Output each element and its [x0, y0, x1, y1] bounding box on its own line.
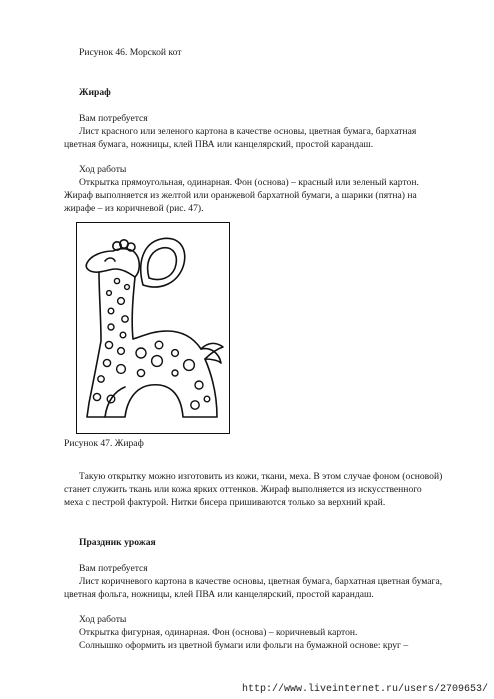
giraffe-ear	[141, 238, 185, 287]
giraffe-eye	[105, 258, 115, 261]
figure-47-caption: Рисунок 47. Жираф	[64, 438, 144, 449]
giraffe-spot	[184, 360, 195, 371]
giraffe-spot	[204, 396, 210, 402]
giraffe-spot	[108, 324, 114, 330]
giraffe-spot	[107, 291, 112, 296]
giraffe-spot	[155, 341, 163, 349]
giraffe-spot	[93, 393, 100, 400]
section-heading-giraffe: Жираф	[79, 87, 111, 98]
giraffe-spot	[98, 376, 104, 382]
giraffe-drawing	[77, 223, 228, 432]
giraffe-spot	[117, 365, 126, 374]
giraffe-spot	[114, 278, 119, 283]
giraffe-spot	[195, 381, 203, 389]
steps-line: Открытка фигурная, одинарная. Фон (основа) – коричневый картон.	[79, 627, 358, 638]
extra-line: Такую открытку можно изготовить из кожи, ткани, меха. В этом случае фоном (основой)	[79, 471, 443, 482]
giraffe-spot	[122, 316, 128, 322]
giraffe-spot	[118, 348, 125, 355]
giraffe-spot	[103, 359, 110, 366]
giraffe-spot	[136, 348, 146, 358]
giraffe-spot	[118, 298, 125, 305]
giraffe-head	[86, 249, 139, 277]
giraffe-ear-inner	[148, 248, 177, 280]
extra-line: меха с пестрой фактурой. Нитки бисера пришиваются только за верхний край.	[64, 497, 386, 508]
needs-line: Лист коричневого картона в качестве основы, цветная бумага, бархатная цветная бумага,	[79, 576, 443, 587]
steps-title: Ход работы	[79, 164, 127, 175]
giraffe-spot	[191, 401, 199, 409]
giraffe-spot	[172, 350, 179, 357]
giraffe-figure	[76, 222, 230, 434]
needs-line: цветная бумага, ножницы, клей ПВА или канцелярский, простой карандаш.	[64, 139, 374, 150]
giraffe-spot	[120, 332, 126, 338]
giraffe-spot	[125, 285, 130, 290]
steps-line: Открытка прямоугольная, одинарная. Фон (основа) – красный или зеленый картон.	[79, 177, 419, 188]
figure-46-caption: Рисунок 46. Морской кот	[79, 47, 182, 58]
giraffe-spot	[172, 370, 178, 376]
steps-title: Ход работы	[79, 614, 127, 625]
steps-line: жирафе – из коричневой (рис. 47).	[64, 203, 204, 214]
steps-line: Жираф выполняется из желтой или оранжевой бархатной бумаги, а шарики (пятна) на	[64, 190, 417, 201]
needs-title: Вам потребуется	[79, 113, 148, 124]
giraffe-spot	[137, 369, 144, 376]
giraffe-spot	[105, 341, 112, 348]
footer-url[interactable]: http://www.liveinternet.ru/users/2709653/	[241, 684, 488, 695]
giraffe-spot	[108, 308, 114, 314]
steps-line: Солнышко оформить из цветной бумаги или фольги на бумажной основе: круг –	[79, 640, 409, 651]
extra-line: станет служить ткань или кожа ярких оттенков. Жираф выполняется из искусственного	[64, 484, 422, 495]
section-heading-harvest: Праздник урожая	[79, 537, 156, 548]
needs-line: цветная фольга, ножницы, клей ПВА или канцелярский, простой карандаш.	[64, 589, 374, 600]
giraffe-spot	[152, 356, 163, 367]
needs-line: Лист красного или зеленого картона в качестве основы, цветная бумага, бархатная	[79, 126, 417, 137]
giraffe-tail	[201, 343, 223, 359]
needs-title: Вам потребуется	[79, 563, 148, 574]
